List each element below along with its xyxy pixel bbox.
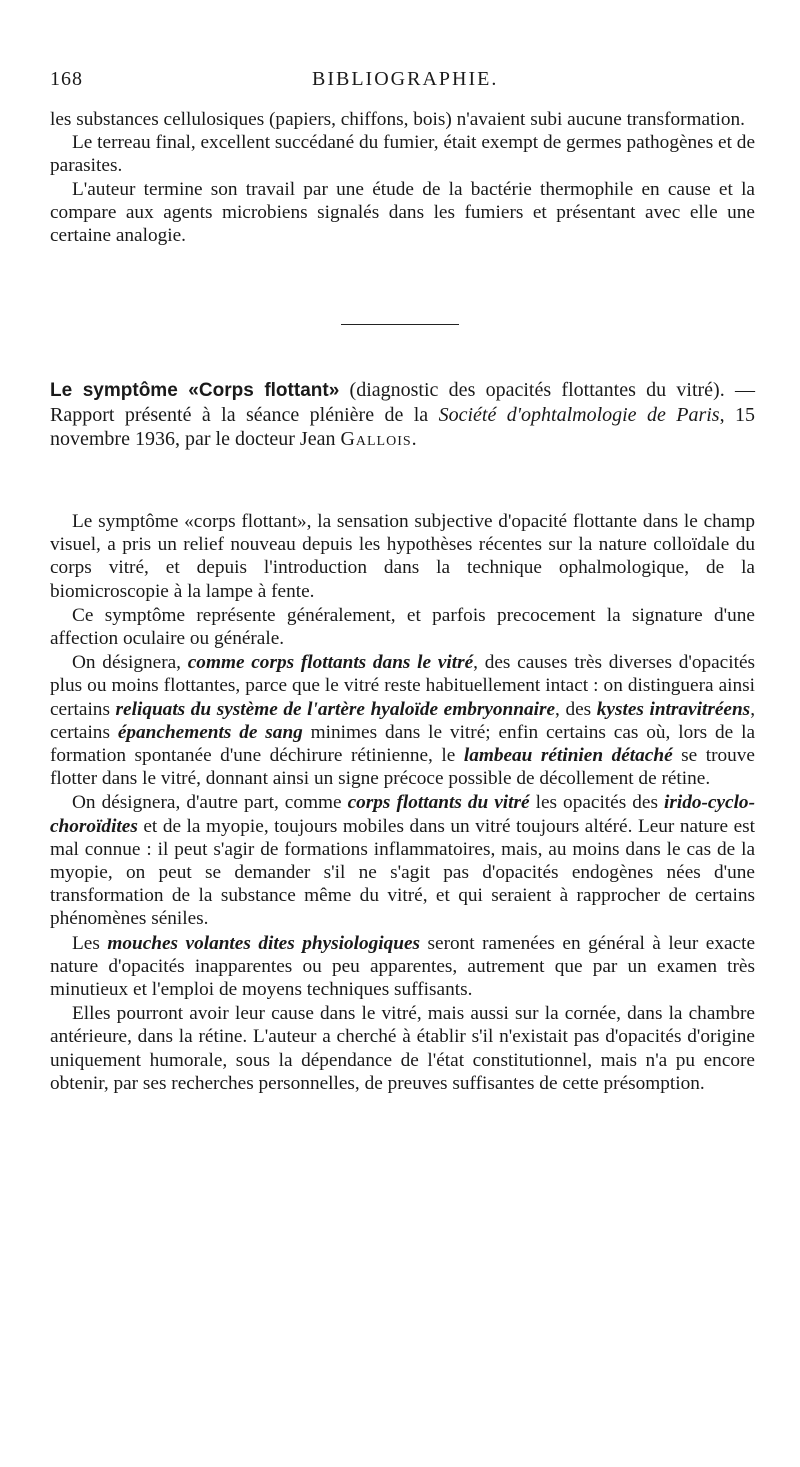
text-run: On désignera, d'autre part, comme bbox=[72, 792, 348, 814]
emphasis: irido-cyclo-choroïdites bbox=[50, 792, 755, 837]
paragraph: Le symptôme «corps flottant», la sensation subjective d'opacité flottante dans le champ visuel, a pris un relief nouveau depuis les hypothèses récentes sur la nature colloïdale du corps vitré, et depuis l'introduction dans la technique ophalmologique, de la biomicroscopie à la lampe à fente. bbox=[50, 511, 755, 602]
text-run: minimes dans le vitré; enfin certains cas où, lors de la formation spontanée d'une déchirure rétinienne, le bbox=[50, 721, 755, 767]
paragraph: Ce symptôme représente généralement, et parfois precocement la signature d'une affection oculaire ou générale. bbox=[50, 604, 755, 650]
entry-description: (diagnostic des opacités flottantes du vitré). — Rapport présenté à la séance plénière de la bbox=[50, 379, 755, 426]
page-number: 168 bbox=[50, 68, 83, 90]
text-run: et de la myopie, toujours mobiles dans un vitré toujours altéré. Leur nature est mal connue : il peut s'agir de formations inflammatoires, mais, au moins dans le cas de la myopie, on peut se demander s'il ne s'agit pas d'opacités endogènes nées d'une transformation de la substance même du vitré, et qui seraient à rapprocher de certains phénomènes séniles. bbox=[50, 815, 755, 930]
entry-journal: Société d'ophtalmologie de Paris bbox=[438, 404, 720, 426]
text-run: les opacités des bbox=[529, 792, 664, 814]
text-run: On désignera, bbox=[72, 652, 188, 674]
emphasis: épanchements de sang bbox=[117, 721, 303, 743]
text-run: se trouve flotter dans le vitré, donnant ainsi un signe précoce possible de décollement de rétine. bbox=[50, 745, 755, 790]
bibliography-entry-title bbox=[50, 378, 755, 451]
previous-review-end bbox=[50, 108, 755, 247]
emphasis: reliquats du système de l'artère hyaloïde embryonnaire bbox=[115, 698, 556, 720]
emphasis: mouches volantes dites physiologiques bbox=[107, 932, 421, 954]
entry-date: , 15 novembre 1936, par le docteur Jean bbox=[50, 404, 755, 450]
review-body bbox=[50, 510, 755, 1095]
text-run: Les bbox=[72, 932, 108, 954]
emphasis: corps flottants du vitré bbox=[347, 792, 530, 814]
entry-author: Gallois bbox=[340, 428, 412, 450]
section-divider bbox=[341, 324, 459, 325]
entry-lead: Le symptôme «Corps flottant» bbox=[50, 380, 340, 401]
paragraph: les substances cellulosiques (papiers, chiffons, bois) n'avaient subi aucune transformation. bbox=[50, 109, 745, 130]
paragraph bbox=[50, 932, 755, 1002]
paragraph bbox=[50, 651, 755, 790]
entry-end: . bbox=[411, 428, 417, 450]
text-run: , des bbox=[555, 698, 597, 720]
emphasis: comme corps flottants dans le vitré bbox=[187, 652, 474, 674]
paragraph: Elles pourront avoir leur cause dans le vitré, mais aussi sur la cornée, dans la chambre antérieure, dans la rétine. L'auteur a cherché à établir s'il n'existait pas d'opacités d'origine uniquement humorale, sous la dépendance de l'état constitutionnel, mais n'a pu encore obtenir, par ses recherches personnelles, de preuves suffisantes de cette présomption. bbox=[50, 1003, 755, 1094]
emphasis: lambeau rétinien détaché bbox=[463, 745, 673, 767]
running-head: BIBLIOGRAPHIE. bbox=[312, 68, 499, 90]
page-header bbox=[50, 68, 755, 94]
text-run: seront ramenées en général à leur exacte nature d'opacités inapparentes ou peu apparentes, autrement que par un examen très minutieux et l'emploi de moyens techniques suffisants. bbox=[50, 932, 755, 1001]
paragraph: Le terreau final, excellent succédané du fumier, était exempt de germes pathogènes et de parasites. bbox=[50, 132, 755, 177]
text-run: , certains bbox=[50, 698, 756, 743]
paragraph bbox=[50, 791, 755, 930]
paragraph: L'auteur termine son travail par une étude de la bactérie thermophile en cause et la compare aux agents microbiens signalés dans les fumiers et présentant avec elle une certaine analogie. bbox=[50, 178, 755, 247]
text-run: , des causes très diverses d'opacités plus ou moins flottantes, parce que le vitré reste habituellement intact : on distinguera ainsi certains bbox=[50, 652, 755, 720]
emphasis: kystes intravitréens bbox=[596, 698, 751, 720]
